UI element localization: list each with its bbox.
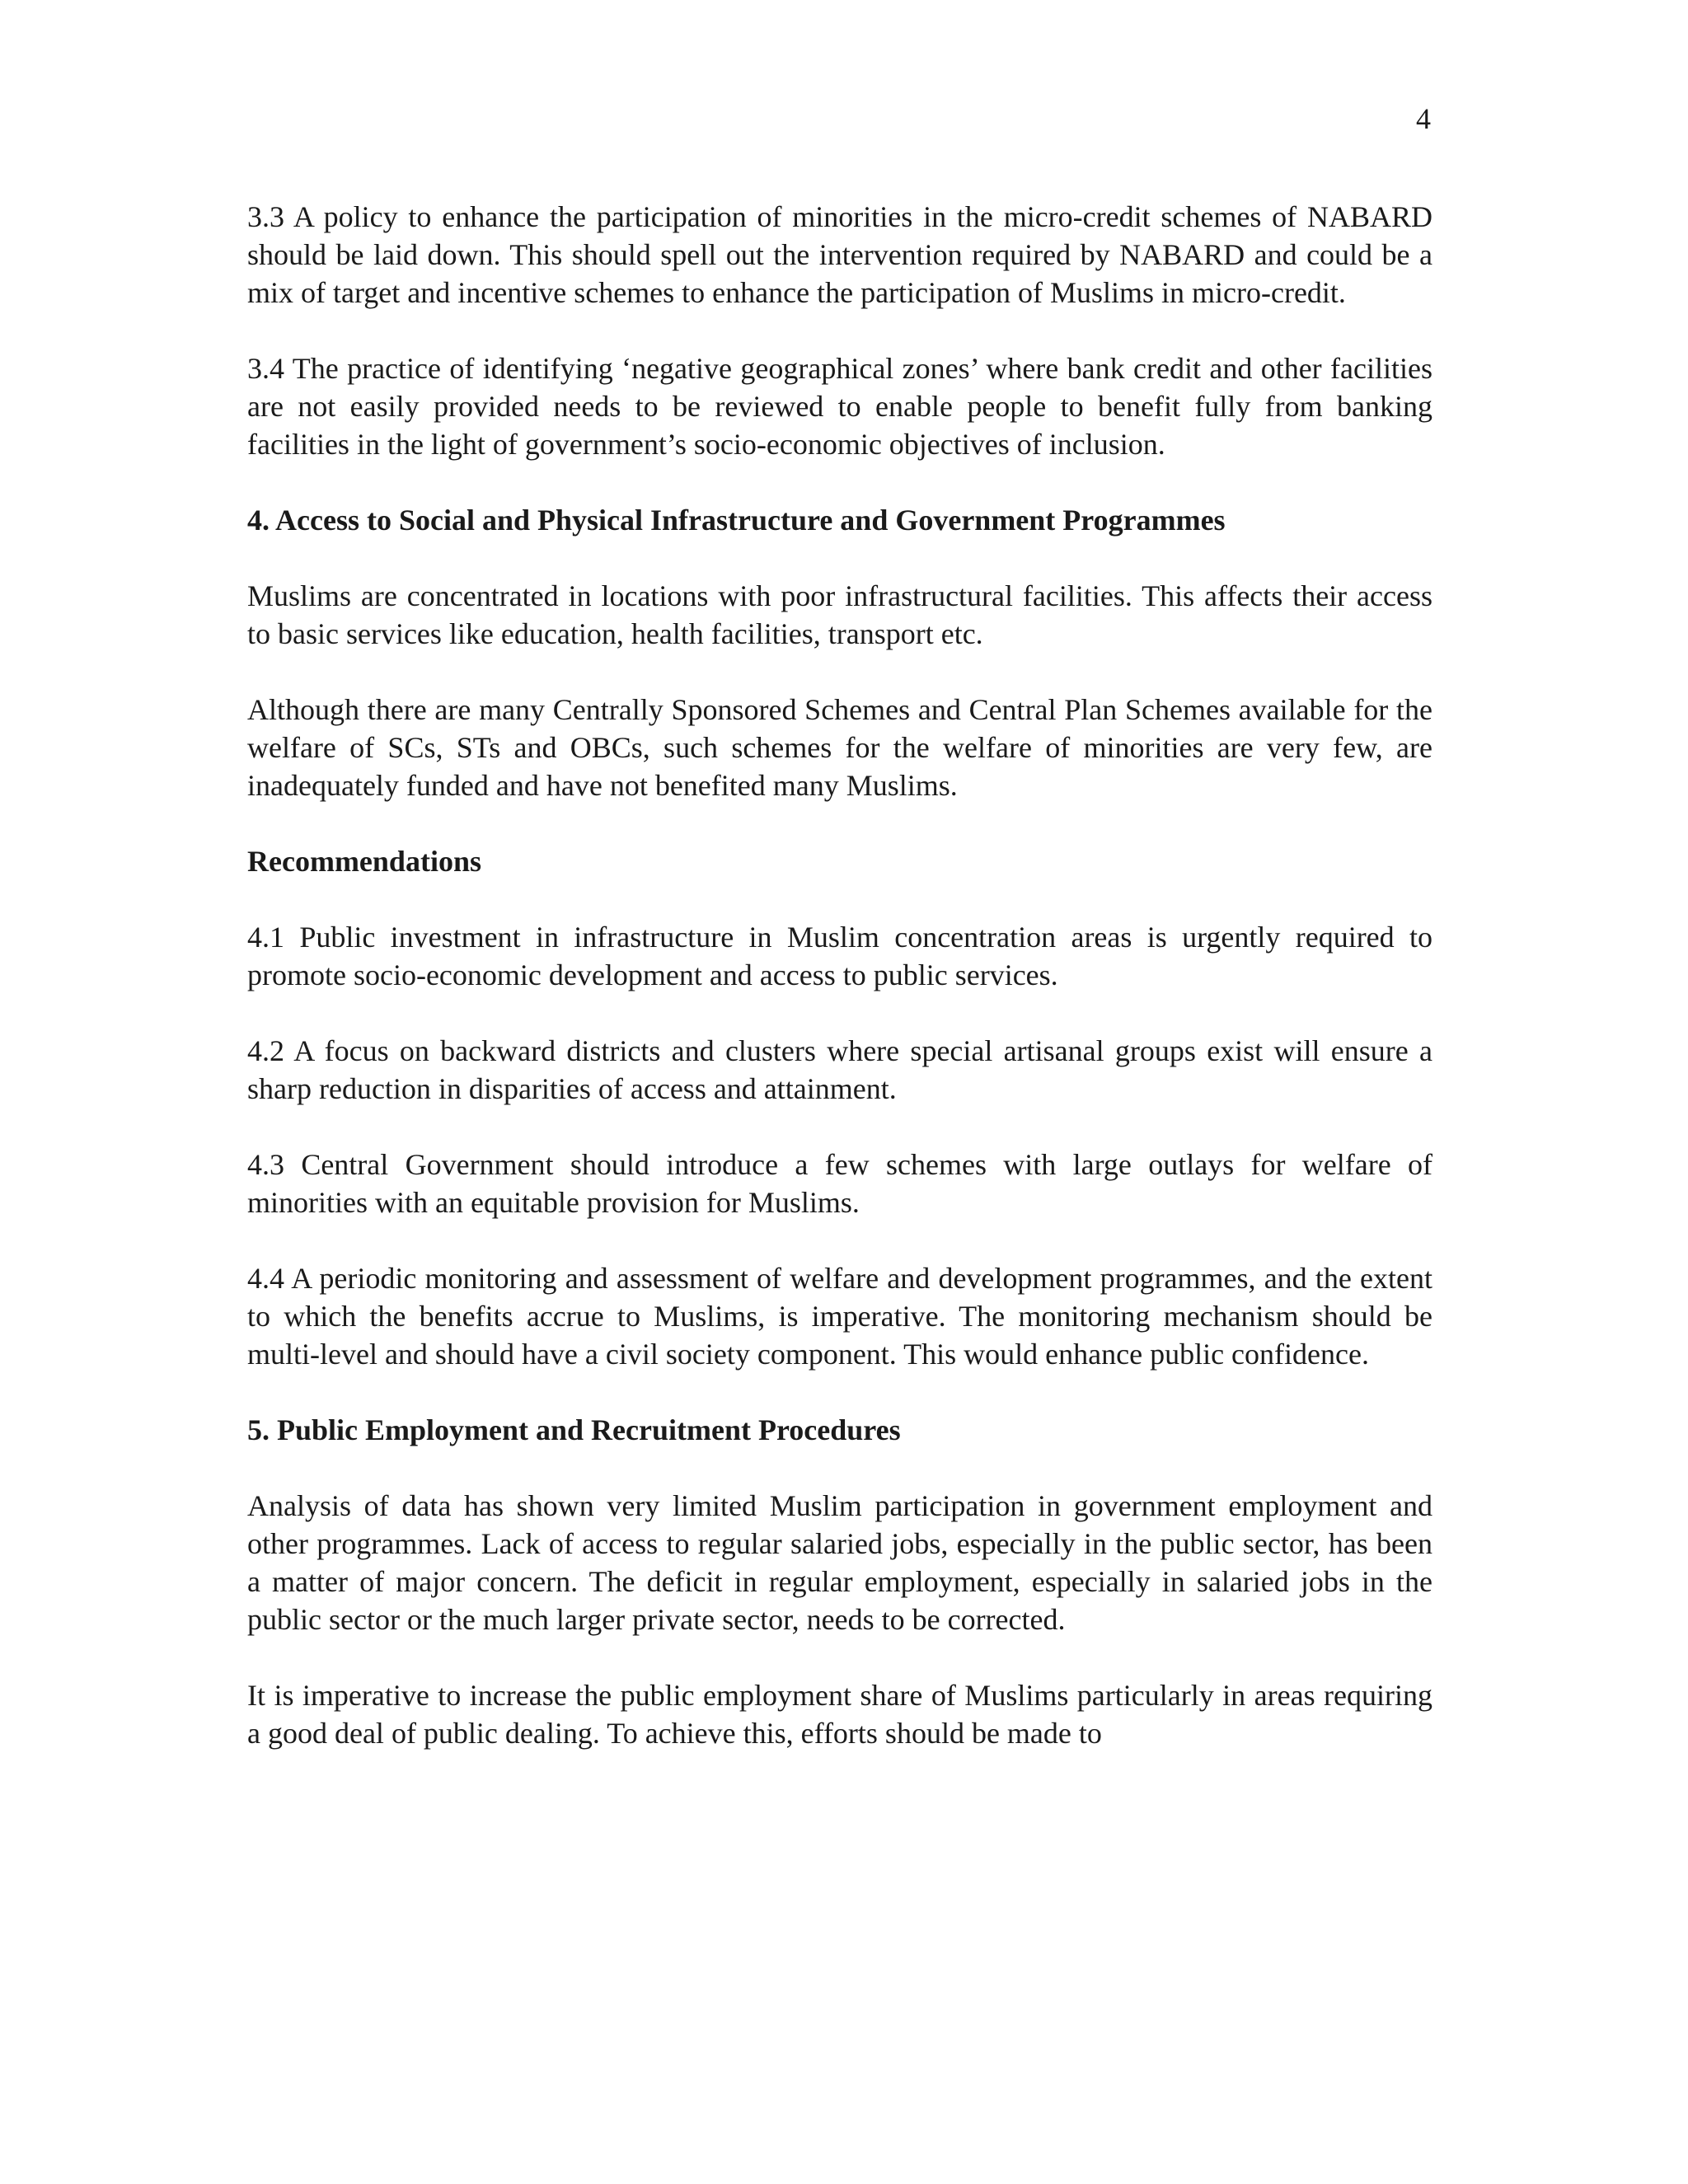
paragraph-infrastructure-intro: Muslims are concentrated in locations with poor infrastructural facilities. This affects their access to basic services like education, health facilities, transport etc. — [247, 579, 1432, 650]
paragraph-4-1: 4.1 Public investment in infrastructure in Muslim concentration areas is urgently required to promote socio-economic development and access to public services. — [247, 921, 1432, 991]
paragraph-employment-share: It is imperative to increase the public employment share of Muslims particularly in areas requiring a good deal of public dealing. To achieve this, efforts should be made to — [247, 1679, 1432, 1750]
paragraph-3-3: 3.3 A policy to enhance the participation of minorities in the micro-credit schemes of NABARD should be laid down. This should spell out the intervention required by NABARD and could be a mix of target and incentive schemes to enhance the participation of Muslims in micro-credit. — [247, 200, 1432, 309]
paragraph-4-2: 4.2 A focus on backward districts and clusters where special artisanal groups exist will ensure a sharp reduction in disparities of access and attainment. — [247, 1034, 1432, 1105]
paragraph-4-4: 4.4 A periodic monitoring and assessment of welfare and development programmes, and the extent to which the benefits accrue to Muslims, is imperative. The monitoring mechanism should be multi-level and should have a civil society component. This would enhance public confidence. — [247, 1262, 1432, 1371]
paragraph-schemes: Although there are many Centrally Sponsored Schemes and Central Plan Schemes available for the welfare of SCs, STs and OBCs, such schemes for the welfare of minorities are very few, are inadequately funded and have not benefited many Muslims. — [247, 693, 1432, 802]
paragraph-3-4: 3.4 The practice of identifying ‘negative geographical zones’ where bank credit and other facilities are not easily provided needs to be reviewed to enable people to benefit fully from banking facilities in the light of government’s socio-economic objectives of inclusion. — [247, 352, 1432, 461]
recommendations-heading: Recommendations — [247, 845, 481, 878]
document-body — [247, 198, 1432, 1752]
section-heading-4: 4. Access to Social and Physical Infrastructure and Government Programmes — [247, 504, 1226, 537]
section-heading-5: 5. Public Employment and Recruitment Procedures — [247, 1413, 901, 1446]
paragraph-employment-analysis: Analysis of data has shown very limited Muslim participation in government employment and other programmes. Lack of access to regular salaried jobs, especially in the public sector, has been a matter of major concern. The deficit in regular employment, especially in salaried jobs in the public sector or the much larger private sector, needs to be corrected. — [247, 1489, 1432, 1636]
paragraph-4-3: 4.3 Central Government should introduce a few schemes with large outlays for welfare of minorities with an equitable provision for Muslims. — [247, 1148, 1432, 1219]
page-number: 4 — [1416, 102, 1431, 135]
